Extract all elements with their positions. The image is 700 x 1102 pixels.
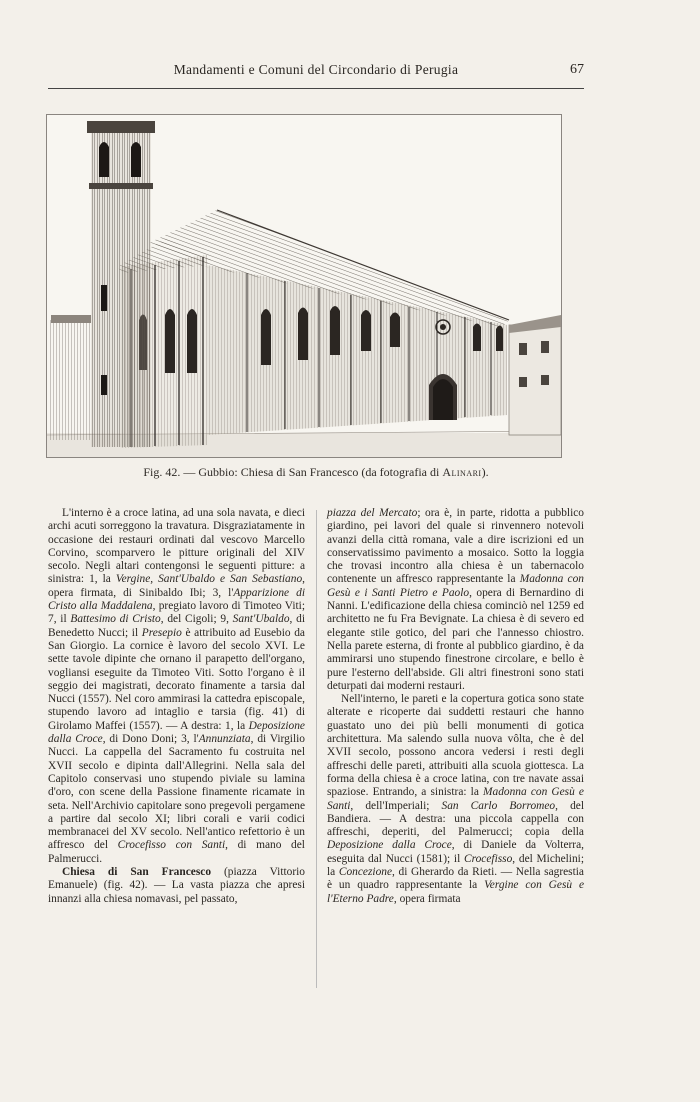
text-run: , di Benedetto Nucci; il — [48, 613, 305, 639]
text-run: , opera di Bernardino di Nanni. L'edificazione della chiesa cominciò nel 1259 ed architetto ne fu Fra Bevignate. La chiesa è di severo ed elegante stile gotico, del pari che l'annesso chiostro. Nella parete esterna, di fronte al pubblico giardino, è da ammirarsi uno stupendo finestrone circolare, e bello è pure l'esterno dell'abside. Gli altri finestroni sono stati deturpati dai moderni restauri. — [327, 586, 584, 692]
right-text-column — [327, 507, 584, 906]
artwork-title: Vergine con Gesù e l'Eterno Padre — [327, 879, 585, 905]
artwork-title: Madonna con Gesù e Santi — [327, 786, 584, 812]
header-rule — [48, 88, 584, 89]
text-run: , di Daniele da Volterra, eseguita dal Nucci (1581); il — [327, 839, 584, 865]
text-run: , dell'Imperiali; — [350, 799, 442, 812]
artwork-title: Crocefisso — [463, 852, 513, 865]
place-name: piazza del Mercato — [327, 507, 418, 519]
artwork-title: Deposizione dalla Croce — [48, 719, 305, 746]
paragraph-interior — [48, 507, 305, 866]
text-run: ; ora è, in parte, ridotta a pubblico giardino, pei lavori del quale si rinvennero notevoli avanzi della città romana, vale a dire iscrizioni ed un conservatissimo pavimento a mosaico. Sotto la loggia che trovasi incontro alla chiesa è un tabernacolo contenente un affresco rappresentante la — [327, 507, 584, 586]
artwork-title: Madonna con Gesù e i Santi Pietro e Paolo — [327, 573, 584, 599]
page-number: 67 — [570, 62, 584, 77]
artwork-title: Sant'Ubaldo — [232, 613, 290, 626]
artwork-title: Battesimo di Cristo — [70, 613, 161, 626]
text-run: , del Michelini; la — [327, 852, 584, 879]
caption-credit: Alinari — [442, 465, 482, 479]
text-run: Nell'interno, le pareti e la copertura gotica sono state alterate e ricoperte dai suddetti restauri che hanno guastato uno dei più belli monumenti di gotica architettura. Ma salendo sulla nuova vôlta, che è del XVII secolo, possono ancora vedersi i resti degli affreschi delle pareti, attribuiti alla scuola giottesca. La forma della chiesa è a croce latina, con tre navate assai spaziose. Entrando, a sinistra: la — [327, 693, 584, 799]
text-run: (piazza Vittorio Emanuele) (fig. 42). — La vasta piazza che apresi innanzi alla chiesa nomavasi, pel passato, — [48, 866, 306, 905]
paragraph-piazza — [327, 507, 584, 693]
text-run: , del Bandiera. — A destra: una piccola cappella con affreschi, deperiti, del Palmerucci; copia della — [327, 799, 584, 839]
artwork-title: Presepio — [141, 626, 182, 639]
text-run: , pregiato lavoro di Timoteo Viti; 7, il — [48, 600, 305, 626]
text-run: , di Virgilio Nucci. La cappella del Sacramento fu costruita nel XVII secolo e dipinta dall'Allegrini. Nella sala del Capitolo conservasi uno stupendo piviale su lamina d'oro, con scene della Passione finamente ricamate in seta. Nell'Archivio capitolare sono pregevoli pergamene a partire dal secolo XI; libri corali e varii codici membranacei del XV secolo. Nell'antico refettorio è un affresco del — [48, 733, 305, 852]
artwork-title: Deposizione dalla Croce — [327, 839, 452, 852]
figure-church-engraving — [46, 114, 562, 458]
column-divider — [316, 510, 317, 988]
text-run: , del Cigoli; 9, — [160, 613, 233, 626]
text-run: , di mano del Palmerucci. — [48, 839, 305, 865]
running-header — [48, 62, 584, 84]
text-run: , di Dono Doni; 3, l' — [102, 733, 199, 746]
artwork-title: Vergine, Sant'Ubaldo e San Sebastiano — [115, 573, 303, 586]
artwork-title: Apparizione di Cristo alla Maddalena — [48, 586, 305, 613]
artwork-title: Concezione — [338, 866, 393, 879]
text-run: , opera firmata, di Sinibaldo Ibi; 3, l' — [48, 573, 305, 599]
paragraph-san-francesco — [48, 866, 305, 906]
running-title: Mandamenti e Comuni del Circondario di Perugia — [173, 62, 459, 77]
church-illustration — [47, 115, 561, 457]
artwork-title: San Carlo Borromeo — [441, 799, 556, 812]
left-text-column — [48, 507, 305, 906]
caption-end: ). — [481, 465, 489, 479]
section-heading: Chiesa di San Francesco — [62, 866, 212, 879]
text-run: L'interno è a croce latina, ad una sola navata, e dieci archi acuti sorreggono la travatura. Disgraziatamente in occasione dei restauri ordinati dal vescovo Marcello Corvino, scomparvero le pitture originali del XIV secolo. Negli altari contengonsi le seguenti pitture: a sinistra: 1, la — [48, 507, 305, 586]
text-run: , di Gherardo da Rieti. — Nella sagrestia è un quadro rappresentante la — [327, 866, 584, 892]
caption-text: Fig. 42. — Gubbio: Chiesa di San Francesco (da fotografia di — [143, 465, 443, 479]
figure-caption — [48, 465, 584, 480]
text-run: , opera firmata — [393, 892, 461, 905]
artwork-title: Crocefisso con Santi — [117, 839, 226, 852]
text-run: è attribuito ad Eusebio da San Giorgio. La cornice è lavoro del secolo XVI. Le sette tavole dipinte che ornano il parapetto dell'organo, vogliansi eseguite da Timoteo Viti. Sotto l'organo è il seggio dei magistrati, decorato finamente a tarsia dal Nucci (1557). Nel coro ammirasi la cattedra episcopale, stupendo lavoro ad intaglio e tarsia (fig. 41) di Girolamo Maffei (1557). — A destra: 1, la — [48, 626, 305, 732]
artwork-title: Annunziata — [198, 733, 251, 746]
paragraph-interior-gothic — [327, 693, 584, 906]
